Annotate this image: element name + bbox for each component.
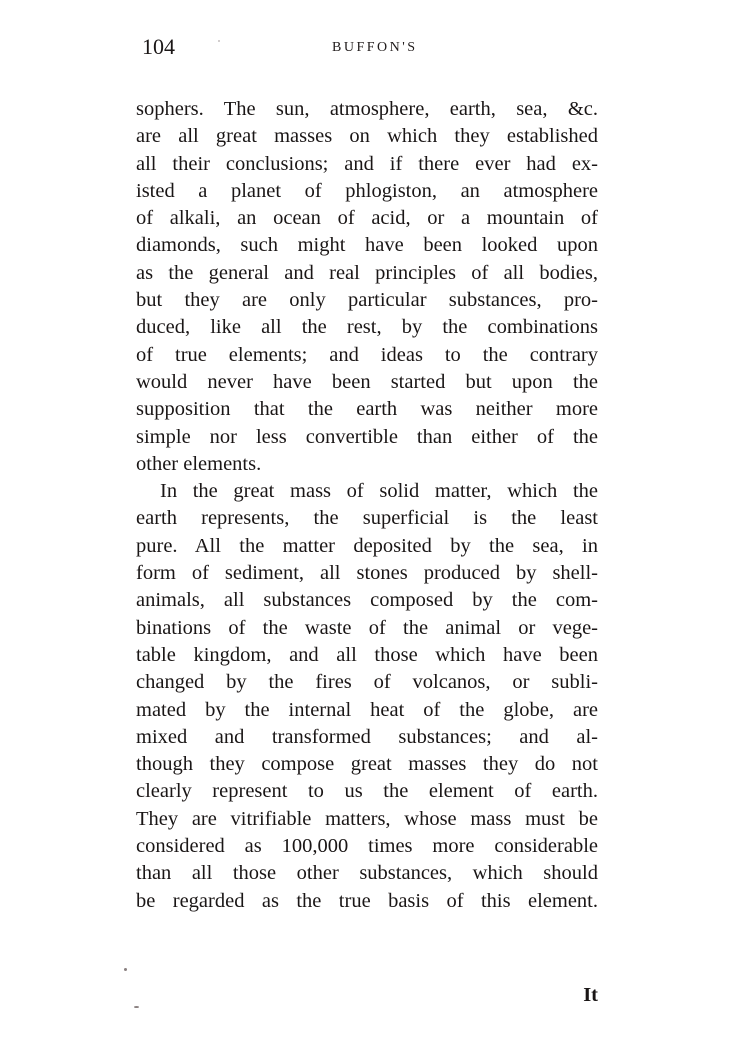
paragraph-first-line: In the great mass of solid matter, which the xyxy=(160,480,598,503)
text-line: considered as 100,000 times more considerable xyxy=(136,835,598,858)
page-number: 104 xyxy=(142,34,175,59)
text-line: of true elements; and ideas to the contrary xyxy=(136,343,598,366)
text-line: are all great masses on which they established xyxy=(136,125,598,148)
text-line: animals, all substances composed by the com- xyxy=(136,589,598,612)
running-head: BUFFON'S xyxy=(332,40,418,55)
catchword: It xyxy=(583,984,598,1006)
text-line: simple nor less convertible than either of the xyxy=(136,425,598,448)
text-line: though they compose great masses they do not xyxy=(136,753,598,776)
text-line: as the general and real principles of all bodies, xyxy=(136,261,598,284)
text-line: mated by the internal heat of the globe, are xyxy=(136,698,598,721)
text-line: diamonds, such might have been looked upon xyxy=(136,234,598,257)
body-text xyxy=(136,96,598,915)
text-line: would never have been started but upon the xyxy=(136,370,598,393)
text-line: pure. All the matter deposited by the sea, in xyxy=(136,534,598,557)
text-line: form of sediment, all stones produced by shell- xyxy=(136,562,598,585)
text-line: mixed and transformed substances; and al- xyxy=(136,725,598,748)
paper-speck xyxy=(218,40,220,42)
text-line: sophers. The sun, atmosphere, earth, sea, &c. xyxy=(136,98,598,120)
text-line: of alkali, an ocean of acid, or a mountain of xyxy=(136,207,598,230)
text-line: binations of the waste of the animal or vege- xyxy=(136,616,598,639)
paper-speck xyxy=(134,1006,139,1008)
text-line: be regarded as the true basis of this element. xyxy=(136,889,598,912)
text-line: other elements. xyxy=(136,452,262,475)
text-line: duced, like all the rest, by the combinations xyxy=(136,316,598,339)
text-line: but they are only particular substances, pro- xyxy=(136,289,598,312)
text-line: isted a planet of phlogiston, an atmosphere xyxy=(136,179,598,202)
paper-speck xyxy=(124,968,127,971)
text-line: They are vitrifiable matters, whose mass must be xyxy=(136,807,598,830)
text-line: than all those other substances, which should xyxy=(136,862,598,885)
text-line: clearly represent to us the element of earth. xyxy=(136,780,598,803)
text-line: supposition that the earth was neither more xyxy=(136,398,598,421)
text-line: earth represents, the superficial is the least xyxy=(136,507,598,530)
text-line: all their conclusions; and if there ever had ex- xyxy=(136,152,598,175)
text-line: table kingdom, and all those which have been xyxy=(136,643,598,666)
text-line: changed by the fires of volcanos, or subli- xyxy=(136,671,598,694)
page-header xyxy=(136,34,598,64)
